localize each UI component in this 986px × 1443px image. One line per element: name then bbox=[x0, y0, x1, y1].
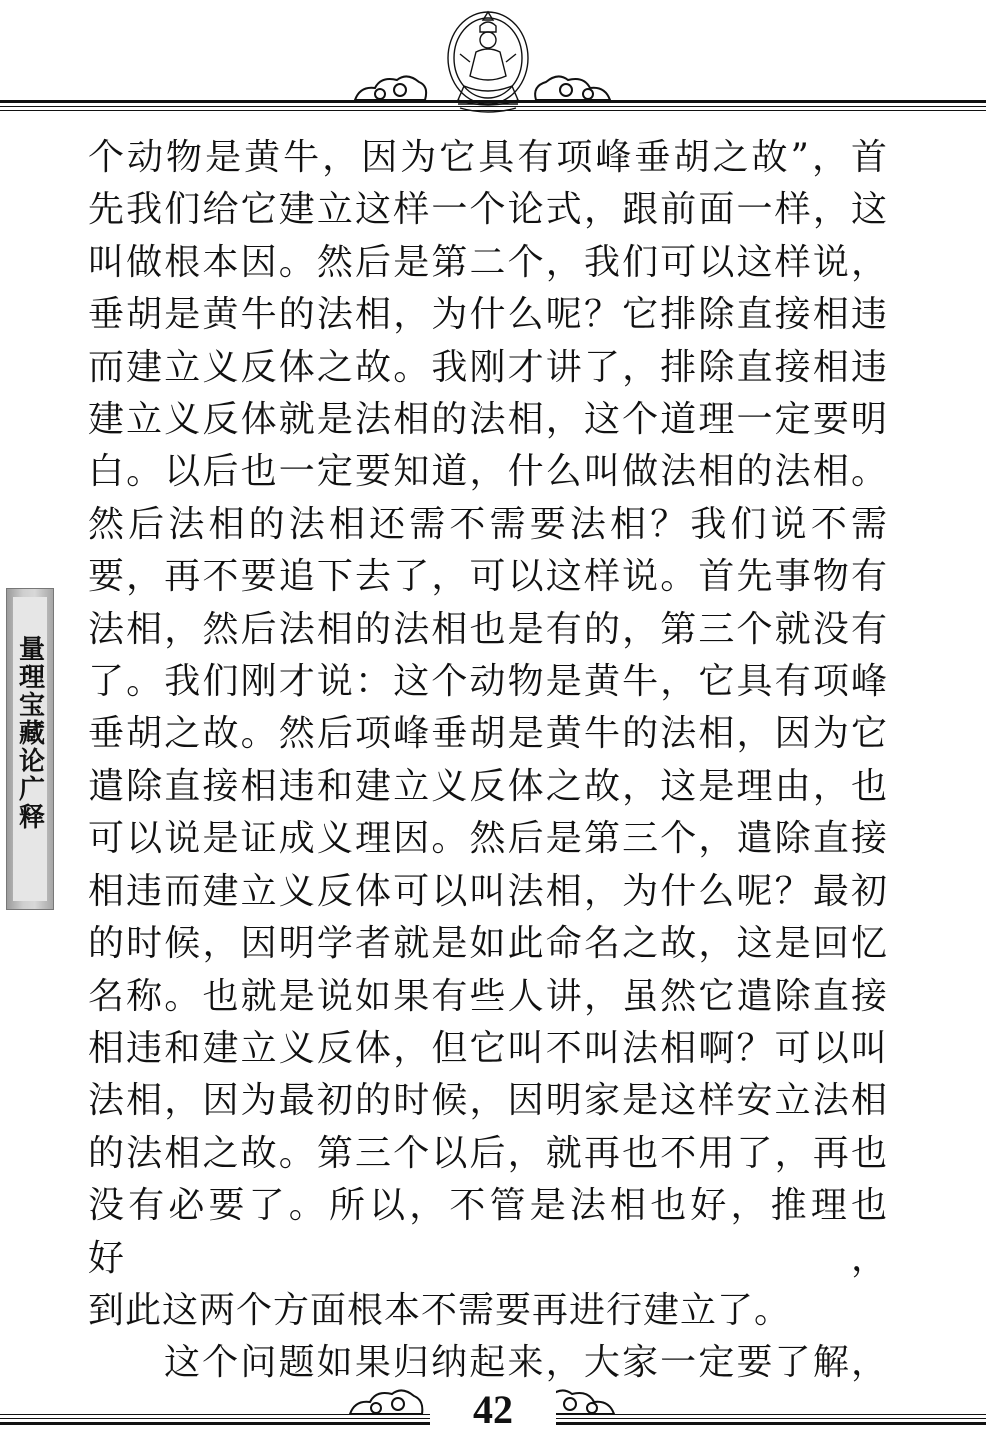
text-line: 名称。也就是说如果有些人讲，虽然它遣除直接 bbox=[88, 975, 888, 1017]
text-line: 相违和建立义反体，但它叫不叫法相啊？可以叫 bbox=[88, 1027, 888, 1069]
text-line: 然后法相的法相还需不需要法相？我们说不需 bbox=[88, 503, 888, 545]
page-number: 42 bbox=[473, 1387, 513, 1432]
text-line: 个动物是黄牛，因为它具有项峰垂胡之故”，首 bbox=[88, 137, 888, 178]
text-line: 相违而建立义反体可以叫法相，为什么呢？最初 bbox=[88, 870, 888, 912]
book-title: 量理宝藏论广释 bbox=[14, 635, 45, 831]
text-line: 到此这两个方面根本不需要再进行建立了。 bbox=[88, 1289, 792, 1331]
text-line: 的法相之故。第三个以后，就再也不用了，再也 bbox=[88, 1132, 888, 1174]
text-line: 先我们给它建立这样一个论式，跟前面一样，这 bbox=[88, 189, 888, 231]
text-line: 法相，因为最初的时候，因明家是这样安立法相 bbox=[88, 1080, 888, 1122]
text-line: 而建立义反体之故。我刚才讲了，排除直接相违 bbox=[88, 346, 888, 388]
text-line: 建立义反体就是法相的法相，这个道理一定要明 bbox=[88, 399, 888, 441]
text-line: 遣除直接相违和建立义反体之故，这是理由，也 bbox=[88, 765, 888, 807]
body-text bbox=[88, 132, 888, 1390]
deity-figure-icon bbox=[440, 6, 536, 114]
text-line: 要，再不要追下去了，可以这样说。首先事物有 bbox=[88, 556, 888, 598]
text-line: 叫做根本因。然后是第二个，我们可以这样说， bbox=[88, 241, 888, 283]
text-line: 了。我们刚才说：这个动物是黄牛，它具有项峰 bbox=[88, 661, 888, 703]
text-line: 没有必要了。所以，不管是法相也好，推理也好， bbox=[88, 1185, 888, 1279]
text-line: 可以说是证成义理因。然后是第三个，遣除直接 bbox=[88, 818, 888, 860]
text-line: 这个问题如果归纳起来，大家一定要了解， bbox=[164, 1342, 888, 1384]
book-title-tab bbox=[6, 588, 54, 910]
text-line: 的时候，因明学者就是如此命名之故，这是回忆 bbox=[88, 923, 888, 965]
text-line: 法相，然后法相的法相也是有的，第三个就没有 bbox=[88, 608, 888, 650]
page-header-ornament bbox=[0, 0, 986, 120]
text-line: 垂胡之故。然后项峰垂胡是黄牛的法相，因为它 bbox=[88, 713, 888, 755]
text-line: 白。以后也一定要知道，什么叫做法相的法相。 bbox=[88, 451, 888, 493]
text-line: 垂胡是黄牛的法相，为什么呢？它排除直接相违 bbox=[88, 294, 888, 336]
